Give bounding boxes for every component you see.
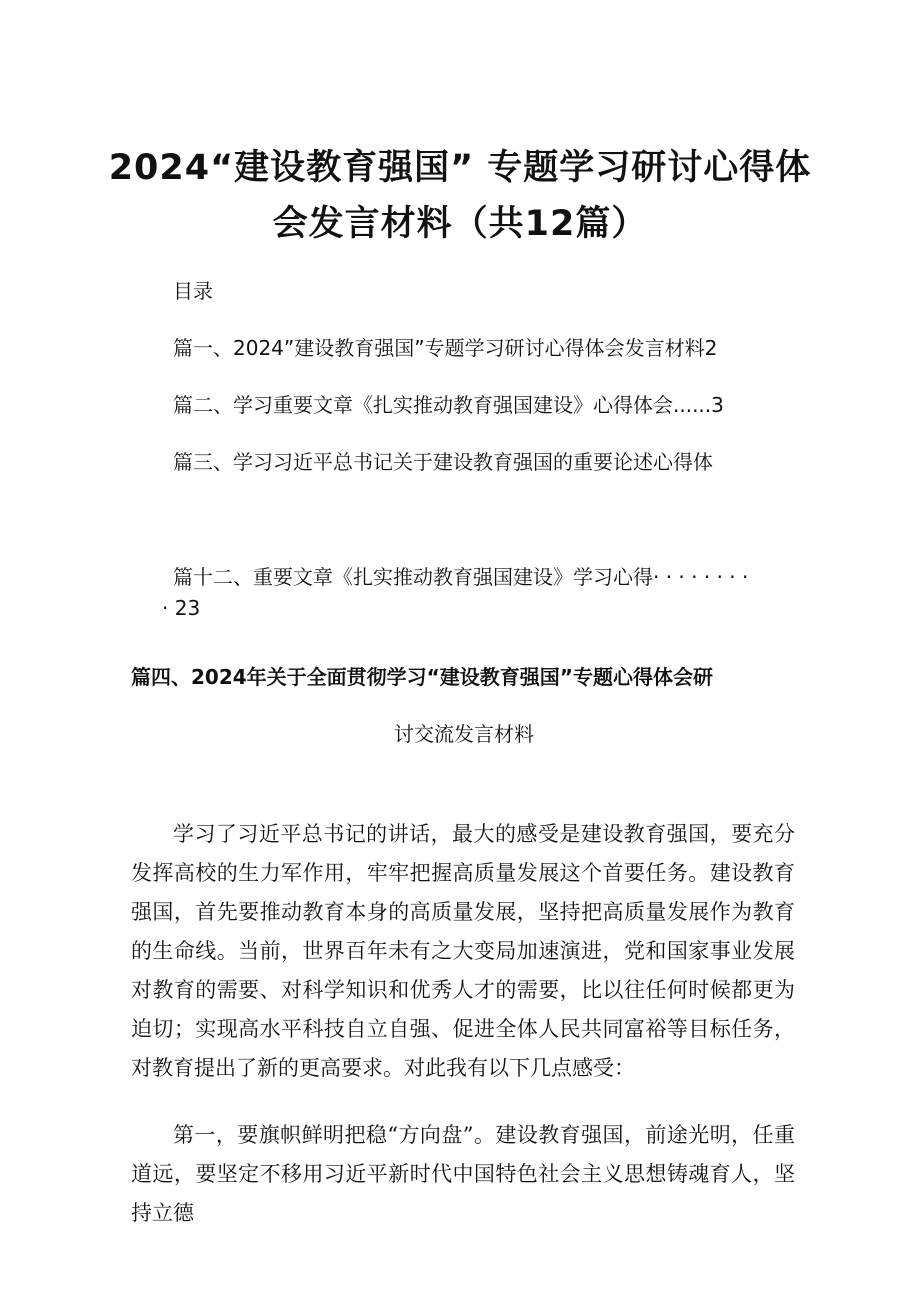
document-title-line-2: 会发言材料（共12篇） — [272, 204, 648, 244]
body-paragraph — [131, 815, 795, 1088]
toc-item-page-number: · 23 — [162, 596, 201, 620]
body-paragraph — [131, 1116, 795, 1233]
toc-item[interactable]: 篇三、学习习近平总书记关于建设教育强国的重要论述心得体 — [173, 450, 713, 474]
paragraph-text: 学习了习近平总书记的讲话，最大的感受是建设教育强国，要充分发挥高校的生力军作用，牢牢把握高质量发展这个首要任务。建设教育强国，首先要推动教育本身的高质量发展，坚持把高质量发展作为教育的生命线。当前，世界百年未有之大变局加速演进，党和国家事业发展对教育的需要、对科学知识和优秀人才的需要，比以往任何时候都更为迫切；实现高水平科技自立自强、促进全体人民共同富裕等目标任务，对教育提出了新的更高要求。对此我有以下几点感受： — [131, 822, 795, 1080]
section-heading-line-2: 讨交流发言材料 — [394, 722, 534, 746]
paragraph-text: 第一，要旗帜鲜明把稳“方向盘”。建设教育强国，前途光明，任重道远，要坚定不移用习近平新时代中国特色社会主义思想铸魂育人，坚持立德 — [131, 1123, 795, 1225]
toc-item[interactable]: 篇一、2024”建设教育强国”专题学习研讨心得体会发言材料2 — [173, 336, 718, 360]
toc-item[interactable]: 篇十二、重要文章《扎实推动教育强国建设》学习心得· · · · · · · · — [173, 565, 749, 589]
section-heading-line-1: 篇四、2024年关于全面贯彻学习“建设教育强国”专题心得体会研 — [131, 665, 713, 689]
document-title-line-1: 2024“建设教育强国” 专题学习研讨心得体 — [108, 148, 812, 188]
toc-item[interactable]: 篇二、学习重要文章《扎实推动教育强国建设》心得体会......3 — [173, 393, 724, 417]
toc-heading: 目录 — [173, 279, 213, 303]
